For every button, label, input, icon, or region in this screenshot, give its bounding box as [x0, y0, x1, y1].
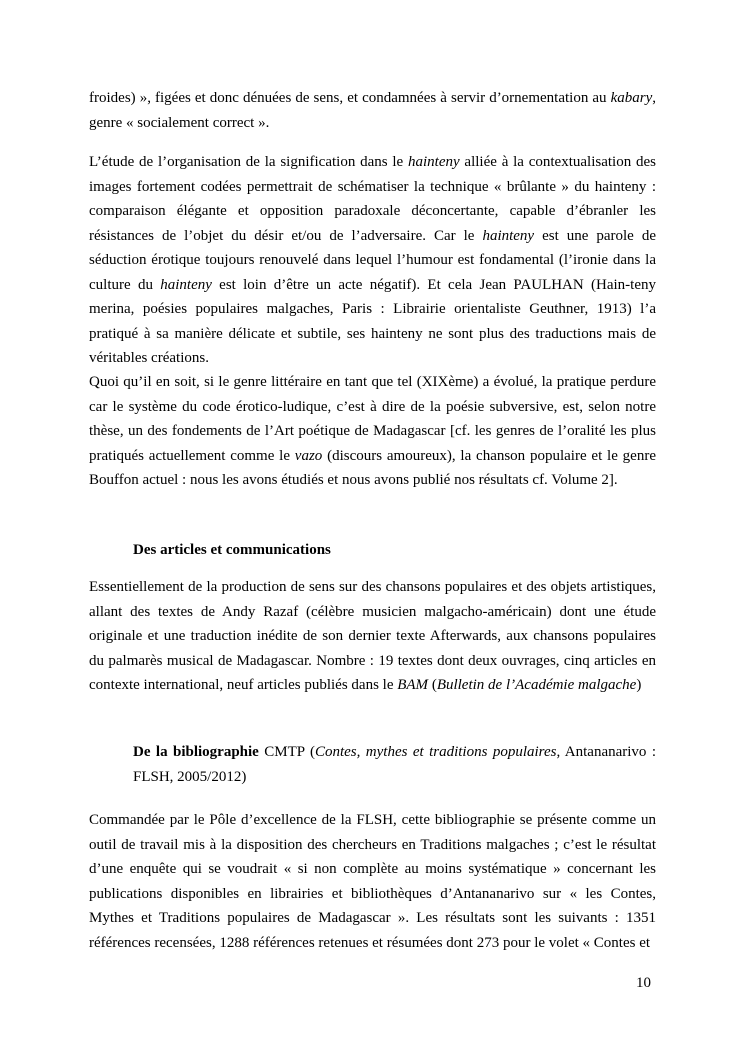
- text-run: (discours amoureux), la chanson populaire et le genre Bouffon actuel : nous les avons étudiés et nous avons publié nos résultats cf. Volume 2].: [89, 447, 656, 488]
- bold-heading-run: De la bibliographie: [133, 744, 259, 760]
- text-run: , genre « socialement correct ».: [89, 90, 656, 131]
- paragraph-genre-evolution: [89, 370, 656, 493]
- text-run: CMTP (: [258, 744, 315, 760]
- text-run: Quoi qu’il en soit, si le genre littéraire en tant que tel (XIXème) a évolué, la pratique perdure car le système du code érotico-ludique, c’est à dire de la poésie subversive, est, selon notre thèse, un des fondements de l’Art poétique de Madagascar [cf. les genres de l’oralité les plus pratiqués actuellement comme le: [89, 374, 656, 464]
- text-run: L’étude de l’organisation de la signification dans le: [89, 154, 408, 170]
- paragraph-bibliography: [89, 808, 656, 955]
- italic-term-hainteny: hainteny: [482, 227, 535, 244]
- text-run: ): [636, 677, 642, 693]
- section-heading-articles: Des articles et communications: [133, 542, 331, 558]
- italic-cmtp-title: Contes, mythes et traditions populaires: [314, 744, 557, 760]
- italic-term-vazo: vazo: [294, 447, 323, 464]
- paragraph-hainteny-study: [89, 150, 656, 371]
- text-run: , Antananarivo : FLSH, 2005/2012): [133, 744, 656, 785]
- text-run: (: [428, 677, 437, 693]
- italic-term-hainteny: hainteny: [408, 154, 460, 170]
- page-number: 10: [636, 975, 651, 991]
- section-heading-bibliography: [133, 740, 656, 789]
- italic-term-kabary: kabary: [610, 90, 653, 106]
- text-run: Essentiellement de la production de sens sur des chansons populaires et des objets artistiques, allant des textes de Andy Razaf (célèbre musicien malgacho-américain) dont une étude originale et une traduction inédite de son dernier texte Afterwards, aux chansons populaires du palmarès musical de Madagascar. Nombre : 19 textes dont deux ouvrages, cinq articles en contexte international, neuf articles publiés dans le: [89, 579, 656, 693]
- text-run: Commandée par le Pôle d’excellence de la FLSH, cette bibliographie se présente comme un outil de travail mis à la disposition des chercheurs en Traditions malgaches ; c’est le résultat d’une enquête qui se voudrait « si non complète au moins systématique » concernant les publications disponibles en librairies et bibliothèques d’Antananarivo sur « les Contes, Mythes et Traditions populaires de Madagascar ». Les résultats sont les suivants : 1351 références recensées, 1288 références retenues et résumées dont 273 pour le volet « Contes et: [89, 812, 656, 951]
- text-run: froides) », figées et donc dénuées de sens, et condamnées à servir d’ornementation au: [89, 90, 611, 106]
- paragraph-kabary: [89, 86, 656, 135]
- text-run: alliée à la contextualisation des images fortement codées permettrait de schématiser la technique « brûlante » du hainteny : comparaison élégante et opposition paradoxale déconcertante, capable d’ébranler les résistances de l’objet du désir et/ou de l’adversaire. Car le: [89, 154, 656, 244]
- italic-term-hainteny: hainteny: [160, 276, 212, 293]
- text-run: est loin d’être un acte négatif). Et cela Jean PAULHAN (Hain-teny merina, poésies populaires malgaches, Paris : Librairie orientaliste Geuthner, 1913) l’a pratiqué à sa manière délicate et subtile, ses hainteny ne sont plus des traductions mais de véritables créations.: [89, 276, 656, 366]
- text-run: est une parole de séduction érotique toujours renouvelé dans lequel l’humour est fondamental (l’ironie dans la culture du: [89, 227, 656, 293]
- italic-term-bam: BAM: [397, 677, 429, 693]
- italic-bulletin-title: Bulletin de l’Académie malgache: [436, 677, 637, 693]
- paragraph-articles: [89, 575, 656, 698]
